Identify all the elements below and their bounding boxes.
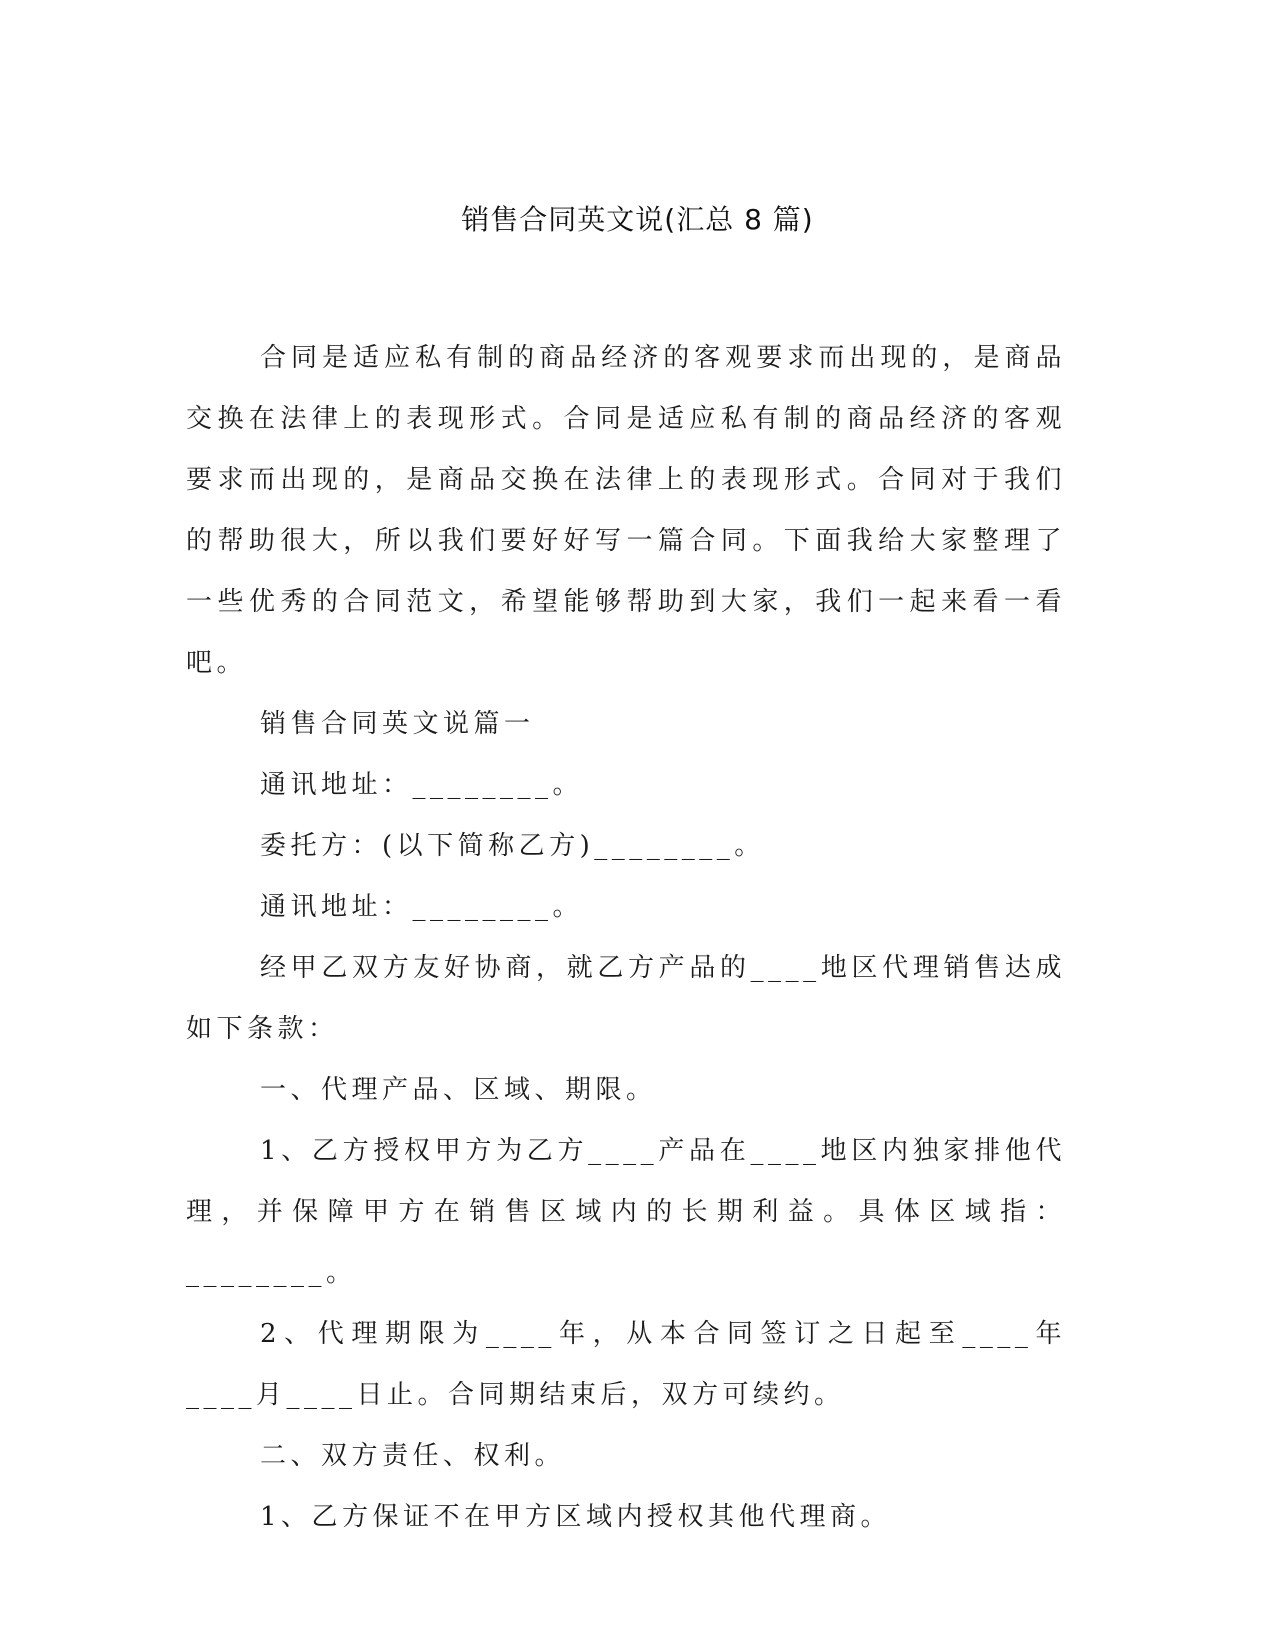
address-line: 通讯地址：________。	[260, 892, 584, 922]
clause-item: 1、乙方保证不在甲方区域内授权其他代理商。	[260, 1502, 892, 1532]
agreement-paragraph: 经甲乙双方友好协商，就乙方产品的____地区代理销售达成如下条款：	[186, 953, 1066, 1044]
document-body	[186, 328, 1066, 1548]
clause-heading: 一、代理产品、区域、期限。	[260, 1075, 657, 1105]
clause-item: 2、代理期限为____年，从本合同签订之日起至____年____月____日止。合同期结束后，双方可续约。	[186, 1319, 1066, 1410]
clause-item: 1、乙方授权甲方为乙方____产品在____地区内独家排他代理，并保障甲方在销售区域内的长期利益。具体区域指：________。	[186, 1136, 1066, 1288]
document-title: 销售合同英文说(汇总 8 篇)	[461, 203, 814, 236]
client-line: 委托方：(以下简称乙方)________。	[260, 831, 765, 861]
clause-heading: 二、双方责任、权利。	[260, 1441, 566, 1471]
address-line: 通讯地址：________。	[260, 770, 584, 800]
section-heading: 销售合同英文说篇一	[260, 709, 535, 739]
intro-paragraph: 合同是适应私有制的商品经济的客观要求而出现的，是商品交换在法律上的表现形式。合同是适应私有制的商品经济的客观要求而出现的，是商品交换在法律上的表现形式。合同对于我们的帮助很大，所以我们要好好写一篇合同。下面我给大家整理了一些优秀的合同范文，希望能够帮助到大家，我们一起来看一看吧。	[186, 343, 1066, 678]
